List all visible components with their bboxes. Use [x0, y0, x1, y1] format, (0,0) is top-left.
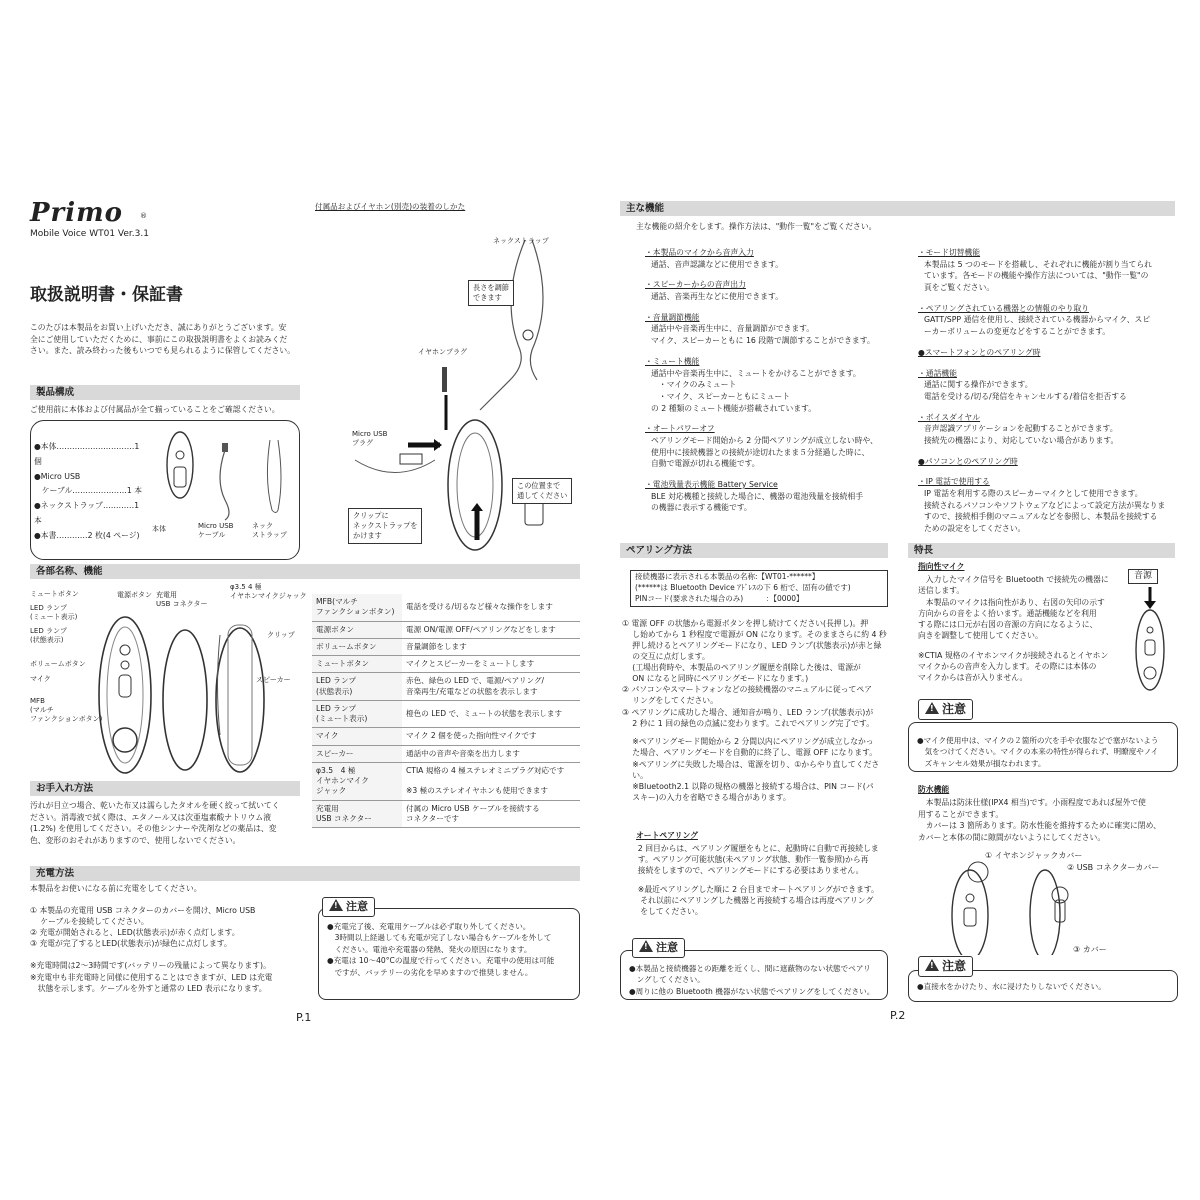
water-label-1: ① イヤホンジャックカバー — [985, 851, 1083, 860]
feature-line: マイク、スピーカーともに 16 段階で調節することができます。 — [651, 336, 875, 346]
text-line: い。 — [622, 770, 648, 780]
feature-line: ・マイク、スピーカーともにミュート — [651, 391, 791, 401]
text-line: ③ ペアリングに成功した場合、通知音が鳴り、LED ランプ(状態表示)が — [622, 707, 874, 717]
table-row — [312, 700, 580, 728]
table-cell-name: マイク — [312, 728, 402, 745]
feature-title: ・スピーカーからの音声出力 — [645, 280, 746, 290]
section-header-care: お手入れ方法 — [30, 781, 300, 796]
warning-icon — [329, 899, 343, 911]
section-header-contents: 製品構成 — [30, 385, 300, 400]
table-row — [312, 638, 580, 655]
text-line: ※Bluetooth2.1 以降の規格の機器と接続する場合は、PIN コード(パ — [622, 781, 874, 791]
model-name: Mobile Voice WT01 Ver.3.1 — [30, 229, 149, 239]
table-cell-name: ミュートボタン — [312, 656, 402, 673]
feature-title: ●スマートフォンとのペアリング時 — [918, 347, 1041, 357]
page-number-2: P.2 — [890, 1009, 906, 1022]
caution-box-pairing: ●本製品と接続機器との距離を近くし、間に遮蔽物のない状態でペアリ ングしてください。 ●周りに他の Bluetooth 機器がない状態でペアリングをしてください。 — [620, 950, 888, 1000]
feature-line: 自動で電源が切れる機能です。 — [651, 459, 760, 469]
label-usb-cable: Micro USB ケーブル — [198, 522, 234, 540]
text-line: 方向からの音をよく拾います。通話機能などを利用 — [918, 608, 1097, 618]
parts-label-led-mute: LED ランプ (ミュート表示) — [30, 604, 78, 622]
main-features-col1 — [645, 247, 915, 523]
text-line: をしてください。 — [630, 907, 703, 917]
feature-line: 音声認識アプリケーションを起動することができます。 — [924, 424, 1118, 434]
main-features-col2 — [918, 247, 1178, 544]
warning-icon — [925, 702, 939, 714]
water-label-3: ③ カバー — [1073, 945, 1107, 954]
feature-item — [645, 312, 915, 347]
feature-line: 接続先の機器により、対応していない場合があります。 — [924, 435, 1119, 445]
feature-line: BLE 対応機種と接続した場合に、機器の電池残量を接続相手 — [651, 491, 864, 501]
caution-tab-mic: !注意 — [918, 699, 973, 720]
feature-line: ための設定をしてください。 — [924, 524, 1026, 534]
caution-tab-pairing: !注意 — [632, 938, 685, 958]
caution-box-mic: ●マイク使用中は、マイクの２箇所の穴を手や衣服などで塞がないよう 気をつけてください。マイクの本来の特性が得られず、明瞭度やノイ ズキャンセル効果が損なわれます。 — [908, 722, 1178, 772]
water-label-2: ② USB コネクターカバー — [1067, 863, 1160, 872]
feature-line: の機器に表示する機能です。 — [651, 503, 752, 513]
text-line: 向きを調整して使用してください。 — [918, 631, 1043, 641]
table-row — [312, 656, 580, 673]
callout-adjust: 長さを調節 できます — [468, 280, 514, 306]
parts-table — [312, 594, 580, 828]
page-title: 取扱説明書・保証書 — [30, 285, 183, 305]
feature-line: すので、接続相手側のマニュアルなどを参照し、本製品を接続する — [924, 512, 1158, 522]
water-title: 防水機能 — [918, 785, 950, 794]
covers-illustration — [930, 860, 1090, 955]
text-line: た場合、ペアリングモードを自動的に終了し、電源 OFF になります。 — [622, 748, 878, 758]
text-line — [622, 729, 890, 737]
feature-line: IP 電話を利用する際のスピーカーマイクとして使用できます。 — [924, 489, 1143, 498]
table-cell-function: マイクとスピーカーをミュートします — [402, 656, 580, 673]
text-line: スキー)の入力を省略できる場合があります。 — [622, 792, 791, 802]
mic-text — [918, 574, 1123, 683]
feature-title: ・ボイスダイヤル — [918, 412, 981, 422]
warning-icon — [925, 959, 939, 971]
label-body: 本体 — [152, 525, 166, 533]
label-neck-strap: ネック ストラップ — [252, 522, 287, 540]
feature-item — [645, 356, 915, 414]
contents-list: ●本体…………………………1 個 ●Micro USB ケーブル…………………1 本 ●ネックストラップ…………1 本 ●本書…………2 枚(4 ページ) — [34, 442, 143, 540]
section-header-features: 特長 — [908, 543, 1175, 558]
parts-label-jack: φ3.5 4 極 イヤホンマイクジャック — [230, 583, 307, 601]
feature-item — [918, 412, 1178, 447]
table-cell-function: CTIA 規格の 4 極ステレオミニプラグ対応です ※3 極のステレオイヤホンも使用できます — [402, 762, 580, 800]
feature-item — [645, 247, 915, 270]
feature-item — [918, 476, 1178, 534]
sound-source-label: 音源 — [1128, 569, 1158, 584]
text-line: ON になると同時にペアリングモードになります。) — [622, 674, 809, 684]
table-cell-function: 通話中の音声や音楽を出力します — [402, 745, 580, 762]
caution-tab-charge: !注意 — [322, 897, 375, 917]
callout-clip: クリップに ネックストラップを かけます — [348, 508, 422, 544]
table-cell-name: ボリュームボタン — [312, 638, 402, 655]
text-line — [630, 876, 892, 884]
text-line: す。ペアリング可能状態(未ペアリング状態、動作一覧参照)から再 — [630, 855, 869, 865]
brand-logo: Primo — [30, 198, 123, 228]
feature-line: ーカーボリュームの変更などをすることができます。 — [924, 327, 1111, 337]
feature-line: 接続されるパソコンやソフトウェアなどによって設定方法が異なりま — [924, 500, 1166, 510]
parts-label-speaker: スピーカー — [256, 676, 291, 684]
table-row — [312, 594, 580, 621]
table-cell-function: 音量調節をします — [402, 638, 580, 655]
feature-line: 通話中や音楽再生中に、音量調節ができます。 — [651, 324, 815, 334]
feature-line: 通話、音声認識などに使用できます。 — [651, 259, 783, 269]
feature-item — [918, 247, 1178, 294]
feature-line: 通話中や音楽再生中に、ミュートをかけることができます。 — [651, 368, 861, 378]
table-cell-name: LED ランプ (状態表示) — [312, 673, 402, 701]
table-row — [312, 728, 580, 745]
caution-box-water: ●直接水をかけたり、水に浸けたりしないでください。 — [908, 970, 1178, 1002]
text-line: し始めてから 1 秒程度で電源が ON になります。そのままさらに約 4 秒 — [622, 630, 887, 640]
feature-line: ・マイクのみミュート — [651, 380, 737, 390]
parts-label-clip: クリップ — [267, 631, 295, 639]
callout-pass-here: この位置まで 通してください — [512, 478, 572, 504]
label-neck-strap-top: ネックストラップ — [493, 237, 549, 245]
feature-title: ・ペアリングされている機器との情報のやり取り — [918, 303, 1090, 313]
feature-item — [645, 423, 915, 470]
parts-label-mfb: MFB (マルチ ファンクションボタン) — [30, 697, 103, 724]
feature-line: 本製品は 5 つのモードを搭載し、それぞれに機能が割り当てられ — [924, 259, 1152, 269]
feature-title: ・モード切替機能 — [918, 248, 981, 257]
caution-tab-water: !注意 — [918, 956, 973, 977]
table-cell-name: 充電用 USB コネクター — [312, 800, 402, 828]
text-line: ※ペアリングに失敗した場合は、電源を切り、①からやり直してくださ — [622, 759, 880, 769]
charge-text: 本製品をお使いになる前に充電をしてください。 ① 本製品の充電用 USB コネクターのカバーを開け、Micro USB ケーブルを接続してください。 ② 充電が開始されると、LED(状態表示)が赤く点灯します。 ③ 充電が完了するとLED(状態表示)が緑色に点灯します。 ※充電時間は2～3時間です(バッテリーの残量によって異なります)。 ※充電中も非充電時と同様に使用することはできますが、LED は充電 状態を示します。ケーブルを外すと通常の LED 表示になります。 — [30, 884, 273, 993]
care-text: 汚れが目立つ場合、乾いた布又は濡らしたタオルを硬く絞って拭いてく ださい。消毒液で拭く際は、エタノール又は次亜塩素酸ナトリウム液 (1.2%) を使用してください。その他シンナーや洗剤などの薬品は、変 色、変形のおそれがありますので、使用しないでください。 — [30, 801, 280, 846]
auto-pairing-text — [630, 843, 892, 917]
feature-item — [645, 279, 915, 302]
feature-title: ・ミュート機能 — [645, 356, 700, 366]
feature-line: 通話に関する操作ができます。 — [924, 380, 1033, 390]
pairing-name-box: 接続機器に表示される本製品の名称:【WT01-******】 (******は Bluetooth Device ｱﾄﾞﾚｽの下 6 桁で、固有の値です) PINコード(要求された場合のみ) ：【0000】 — [630, 570, 888, 607]
feature-item — [918, 456, 1178, 468]
table-cell-function: 付属の Micro USB ケーブルを接続する コネクターです — [402, 800, 580, 828]
label-usb-plug: Micro USB プラグ — [352, 430, 388, 448]
page-number-1: P.1 — [296, 1011, 312, 1024]
caution-box-charge: ●充電完了後、充電用ケーブルは必ず取り外してください。 3時間以上経過しても充電が完了しない場合もケーブルを外して ください。電池や充電器の発熱、発火の原因になります。 ●充電は 10～40°Cの温度で行ってください。充電中の使用は可能 ですが、バッテリーの劣化を早めますので推奨しません。 — [318, 908, 580, 1000]
text-line: 接続をしますので、ペアリングモードにする必要はありません。 — [630, 866, 864, 876]
parts-label-volume: ボリュームボタン — [30, 660, 86, 668]
table-row — [312, 800, 580, 828]
mic-title: 指向性マイク — [918, 562, 965, 571]
table-cell-name: LED ランプ (ミュート表示) — [312, 700, 402, 728]
text-line: 入力したマイク信号を Bluetooth で接続先の機器に — [918, 575, 1109, 584]
main-intro: 主な機能の紹介をします。操作方法は、"動作一覧"をご覧ください。 — [636, 222, 877, 231]
table-cell-function: 電話を受ける/切るなど様々な操作をします — [402, 594, 580, 621]
section-header-main: 主な機能 — [620, 201, 1175, 216]
feature-line: の 2 種類のミュート機能が搭載されています。 — [651, 403, 817, 413]
table-row — [312, 621, 580, 638]
label-earphone-plug: イヤホンプラグ — [418, 348, 467, 356]
feature-title: ・本製品のマイクから音声入力 — [645, 248, 754, 257]
intro-text: このたびは本製品をお買い上げいただき、誠にありがとうございます。安 全にご使用していただくために、事前にこの取扱説明書をよくお読みくだ さい。また、読み終わった後もいつでも見られるように保管してください。 — [30, 323, 296, 356]
warning-icon — [639, 940, 653, 952]
feature-title: ●パソコンとのペアリング時 — [918, 456, 1018, 466]
text-line: 本製品のマイクは指向性があり、右図の矢印の示す — [918, 597, 1105, 607]
parts-label-power: 電源ボタン — [117, 591, 152, 599]
text-line: (工場出荷時や、本製品のペアリング履歴を削除した後は、電源が — [622, 663, 861, 673]
parts-label-usb: 充電用 USB コネクター — [156, 591, 208, 609]
parts-label-mute: ミュートボタン — [30, 590, 79, 598]
section-header-charge: 充電方法 — [30, 866, 580, 881]
text-line: 送信します。 — [918, 586, 965, 596]
text-line: 押し続けるとペアリングモードになり、LED ランプ(状態表示)が赤と緑 — [622, 641, 882, 651]
auto-pairing-title: オートペアリング — [636, 831, 698, 840]
parts-label-mic: マイク — [30, 675, 51, 683]
text-line: ※ペアリングモード開始から 2 分間以内にペアリングが成立しなかっ — [622, 737, 874, 747]
text-line: の交互に点灯します。 — [622, 652, 710, 662]
feature-item — [918, 368, 1178, 403]
text-line: マイクからは音が入りません。 — [918, 673, 1028, 683]
text-line: ① 電源 OFF の状態から電源ボタンを押し続けてください(長押し)。押 — [622, 619, 869, 628]
text-line: マイクからの音声を入力します。その際には本体の — [918, 661, 1097, 671]
table-cell-function: 橙色の LED で、ミュートの状態を表示します — [402, 700, 580, 728]
feature-line: 電話を受ける/切る/発信をキャンセルする/着信を拒否する — [924, 391, 1127, 401]
feature-item — [645, 479, 915, 514]
text-line: ② パソコンやスマートフォンなどの接続機器のマニュアルに従ってペア — [622, 685, 872, 695]
attach-title: 付属品およびイヤホン(別売)の装着のしかた — [315, 202, 466, 211]
text-line: 2 秒に 1 回の緑色の点滅に変わります。これでペアリング完了です。 — [622, 718, 875, 728]
feature-title: ・音量調節機能 — [645, 312, 700, 322]
table-cell-name: スピーカー — [312, 745, 402, 762]
section-header-parts: 各部名称、機能 — [30, 564, 580, 579]
text-line — [918, 642, 1123, 650]
table-cell-name: MFB(マルチ ファンクションボタン) — [312, 594, 402, 621]
feature-line: GATT/SPP 通信を使用し、接続されている機器からマイク、スピ — [924, 315, 1151, 325]
contents-illustration — [150, 425, 295, 530]
text-line: ※CTIA 規格のイヤホンマイクが接続されるとイヤホン — [918, 650, 1109, 660]
feature-title: ・IP 電話で使用する — [918, 477, 990, 487]
feature-title: ・オートパワーオフ — [645, 424, 715, 434]
table-row — [312, 762, 580, 800]
pairing-steps — [622, 618, 890, 803]
feature-line: 頁をご覧ください。 — [924, 283, 995, 293]
water-text: 本製品は防沫仕様(IPX4 相当)です。小雨程度であれば屋外で使 用することができます。 カバーは 3 箇所あります。防水性能を維持するために確実に閉め、 カバーと本体の間に隙間がないようにしてください。 — [918, 798, 1161, 843]
feature-title: ・通話機能 — [918, 368, 957, 378]
parts-label-led-status: LED ランプ (状態表示) — [30, 627, 67, 645]
feature-item — [918, 303, 1178, 338]
text-line: リングをしてください。 — [622, 696, 718, 706]
table-cell-function: 赤色、緑色の LED で、電源/ペアリング/ 音楽再生/充電などの状態を表示します — [402, 673, 580, 701]
feature-item — [918, 347, 1178, 359]
feature-line: 通話、音楽再生などに使用できます。 — [651, 292, 783, 302]
text-line: ※最近ペアリングした順に 2 台目までオートペアリングができます。 — [630, 884, 879, 894]
feature-title: ・電池残量表示機能 Battery Service — [645, 480, 778, 489]
text-line: する際には口元が右図の音源の方向になるように、 — [918, 620, 1098, 630]
feature-line: 使用中に接続機器との接続が途切れたまま５分経過した時に、 — [651, 447, 870, 457]
table-cell-name: φ3.5 4 極 イヤホンマイク ジャック — [312, 762, 402, 800]
contents-note: ご使用前に本体および付属品が全て揃っていることをご確認ください。 — [30, 405, 280, 414]
table-cell-function: 電源 ON/電源 OFF/ペアリングなどをします — [402, 621, 580, 638]
mic-illustration — [1125, 585, 1175, 695]
text-line: 2 回目からは、ペアリング履歴をもとに、起動時に自動で再接続しま — [630, 844, 879, 853]
table-cell-function: マイク 2 個を使った指向性マイクです — [402, 728, 580, 745]
section-header-pairing: ペアリング方法 — [620, 543, 888, 558]
feature-line: ペアリングモード開始から 2 分間ペアリングが成立しない時や、 — [651, 435, 878, 445]
table-cell-name: 電源ボタン — [312, 621, 402, 638]
table-row — [312, 673, 580, 701]
feature-line: ています。各モードの機能や操作方法については、"動作一覧"の — [924, 271, 1149, 281]
table-row — [312, 745, 580, 762]
text-line: それ以前にペアリングした機器と再接続する場合は再度ペアリング — [630, 896, 874, 906]
